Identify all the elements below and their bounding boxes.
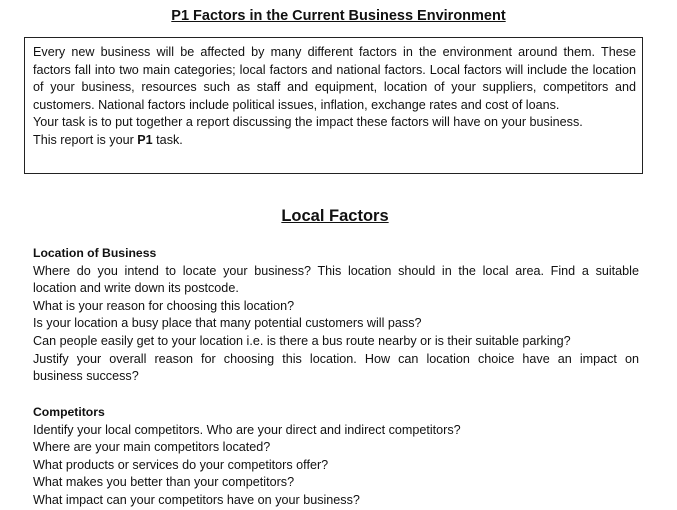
competitors-question-3: What products or services do your competitors offer? [33, 457, 329, 472]
document-title: P1 Factors in the Current Business Environment [171, 8, 506, 24]
task-code: P1 [137, 132, 153, 147]
task-line: Your task is to put together a report discussing the impact these factors will have on your business. [33, 115, 583, 130]
intro-box [24, 37, 643, 174]
competitors-question-2: Where are your main competitors located? [33, 440, 271, 455]
task-reference-line: This report is your P1 task. [33, 132, 183, 147]
location-question-5-cont: business success? [33, 369, 139, 384]
intro-paragraph: Every new business will be affected by many different factors in the environment around them. These factors fall into two main categories; local factors and national factors. Local factors will include the location of your business, resources such as staff and equipment, location of your suppliers, competitors and customers. National factors include political issues, inflation, exchange rates and cost of loans. [33, 45, 636, 112]
competitors-heading: Competitors [33, 405, 105, 419]
competitors-question-1: Identify your local competitors. Who are your direct and indirect competitors? [33, 422, 461, 437]
competitors-question-5: What impact can your competitors have on your business? [33, 492, 360, 507]
location-section [33, 245, 639, 386]
competitors-question-4: What makes you better than your competitors? [33, 475, 295, 490]
competitors-section [33, 404, 639, 510]
location-question-1: Where do you intend to locate your business? This location should in the local area. Find a suitable [33, 263, 639, 278]
location-question-2: What is your reason for choosing this location? [33, 298, 295, 313]
location-heading: Location of Business [33, 246, 157, 260]
location-question-5: Justify your overall reason for choosing this location. How can location choice have an impact on [33, 351, 639, 366]
location-question-1-cont: location and write down its postcode. [33, 281, 239, 296]
location-question-3: Is your location a busy place that many potential customers will pass? [33, 316, 422, 331]
section-heading-local-factors: Local Factors [281, 207, 389, 225]
location-question-4: Can people easily get to your location i.e. is there a bus route nearby or is their suitable parking? [33, 333, 571, 348]
